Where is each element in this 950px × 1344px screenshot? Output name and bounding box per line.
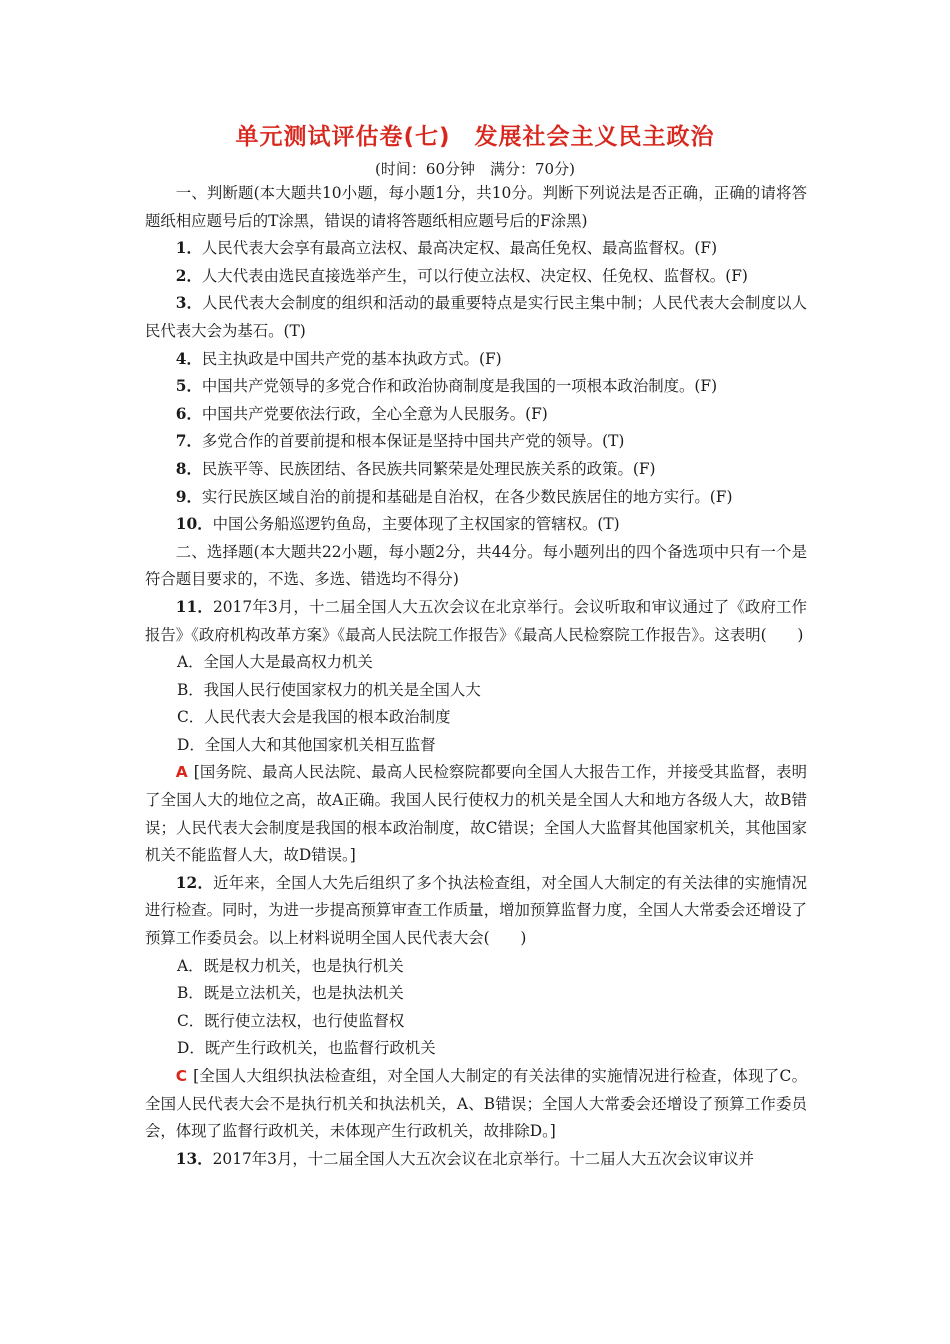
option-d: D．全国人大和其他国家机关相互监督 bbox=[177, 735, 436, 754]
judgement-item bbox=[145, 346, 807, 374]
item-text: 人大代表由选民直接选举产生，可以行使立法权、决定权、任免权、监督权。(F) bbox=[201, 266, 748, 285]
judgement-item bbox=[145, 456, 807, 484]
page-title: 单元测试评估卷(七) 发展社会主义民主政治 bbox=[235, 124, 715, 150]
judgement-item bbox=[145, 511, 807, 539]
judgement-item bbox=[145, 235, 807, 263]
judgement-item bbox=[145, 290, 807, 345]
judgement-item bbox=[145, 263, 807, 291]
judgement-item bbox=[145, 373, 807, 401]
item-text: 民主执政是中国共产党的基本执政方式。(F) bbox=[201, 349, 502, 368]
question-text: 近年来，全国人大先后组织了多个执法检查组，对全国人大制定的有关法律的实施情况进行检查。同时，为进一步提高预算审查工作质量，增加预算监督力度，全国人大常委会还增设了预算工作委员会。以上材料说明全国人民代表大会( ) bbox=[145, 873, 807, 948]
question-stem bbox=[145, 594, 807, 649]
item-number: 7． bbox=[175, 432, 202, 451]
item-text: 中国共产党领导的多党合作和政治协商制度是我国的一项根本政治制度。(F) bbox=[201, 377, 718, 396]
option-a: A．全国人大是最高权力机关 bbox=[177, 653, 373, 672]
item-number: 8． bbox=[175, 459, 202, 478]
question-number: 11． bbox=[175, 597, 213, 616]
judgement-item bbox=[145, 428, 807, 456]
item-text: 人民代表大会享有最高立法权、最高决定权、最高任免权、最高监督权。(F) bbox=[201, 239, 718, 258]
item-number: 5． bbox=[175, 377, 202, 396]
item-text: 民族平等、民族团结、各民族共同繁荣是处理民族关系的政策。(F) bbox=[201, 459, 656, 478]
option-d: D．既产生行政机关，也监督行政机关 bbox=[177, 1039, 436, 1058]
option-c: C．人民代表大会是我国的根本政治制度 bbox=[177, 708, 451, 727]
option-c: C．既行使立法权，也行使监督权 bbox=[177, 1011, 405, 1030]
question-text: 2017年3月，十二届全国人大五次会议在北京举行。会议听取和审议通过了《政府工作报告》《政府机构改革方案》《最高人民法院工作报告》《最高人民检察院工作报告》。这表明( ) bbox=[145, 597, 807, 644]
exam-time-score: (时间：60分钟 满分：70分) bbox=[375, 160, 575, 178]
item-text: 人民代表大会制度的组织和活动的最重要特点是实行民主集中制；人民代表大会制度以人民代表大会为基石。(T) bbox=[145, 294, 807, 340]
answer-explanation bbox=[145, 1063, 807, 1146]
item-number: 3． bbox=[175, 294, 203, 313]
judgement-item bbox=[145, 484, 807, 512]
section2-intro: 二、选择题(本大题共22小题，每小题2分，共44分。每小题列出的四个备选项中只有一个是符合题目要求的，不选、多选、错选均不得分) bbox=[145, 542, 807, 589]
item-text: 中国公务船巡逻钓鱼岛，主要体现了主权国家的管辖权。(T) bbox=[212, 515, 620, 534]
document-body bbox=[145, 180, 807, 1173]
item-number: 9． bbox=[175, 487, 202, 506]
option-a: A．既是权力机关，也是执行机关 bbox=[177, 956, 404, 975]
item-number: 10． bbox=[175, 515, 213, 534]
explanation-text: [全国人大组织执法检查组，对全国人大制定的有关法律的实施情况进行检查，体现了C。全国人民代表大会不是执行机关和执法机关，A、B错误；全国人大常委会还增设了预算工作委员会，体现了监督行政机关，未体现产生行政机关，故排除D。] bbox=[145, 1067, 807, 1141]
question-stem bbox=[145, 870, 807, 953]
judgement-item bbox=[145, 401, 807, 429]
item-number: 2． bbox=[175, 266, 202, 285]
item-text: 多党合作的首要前提和根本保证是坚持中国共产党的领导。(T) bbox=[201, 432, 625, 451]
question-number: 12． bbox=[175, 873, 214, 892]
option-b: B．既是立法机关，也是执法机关 bbox=[177, 984, 404, 1003]
item-number: 6． bbox=[175, 404, 202, 423]
answer-letter: C bbox=[175, 1067, 188, 1085]
item-text: 实行民族区域自治的前提和基础是自治权，在各少数民族居住的地方实行。(F) bbox=[201, 487, 733, 506]
section1-intro: 一、判断题(本大题共10小题，每小题1分，共10分。判断下列说法是否正确，正确的请将答题纸相应题号后的T涂黑，错误的请将答题纸相应题号后的F涂黑) bbox=[145, 184, 807, 230]
item-text: 中国共产党要依法行政，全心全意为人民服务。(F) bbox=[201, 404, 548, 423]
item-number: 4． bbox=[175, 349, 202, 368]
explanation-text: [国务院、最高人民法院、最高人民检察院都要向全国人大报告工作，并接受其监督，表明了全国人大的地位之高，故A正确。我国人民行使权力的机关是全国人大和地方各级人大，故B错误；人民代表大会制度是我国的根本政治制度，故C错误；全国人大监督其他国家机关，其他国家机关不能监督人大，故D错误。] bbox=[145, 763, 807, 865]
question-text: 2017年3月，十二届全国人大五次会议在北京举行。十二届人大五次会议审议并 bbox=[212, 1149, 755, 1168]
answer-explanation bbox=[145, 759, 807, 869]
option-b: B．我国人民行使国家权力的机关是全国人大 bbox=[177, 680, 481, 699]
question-stem bbox=[145, 1146, 807, 1174]
question-number: 13． bbox=[175, 1149, 213, 1168]
answer-letter: A bbox=[175, 763, 188, 782]
item-number: 1． bbox=[175, 239, 202, 258]
